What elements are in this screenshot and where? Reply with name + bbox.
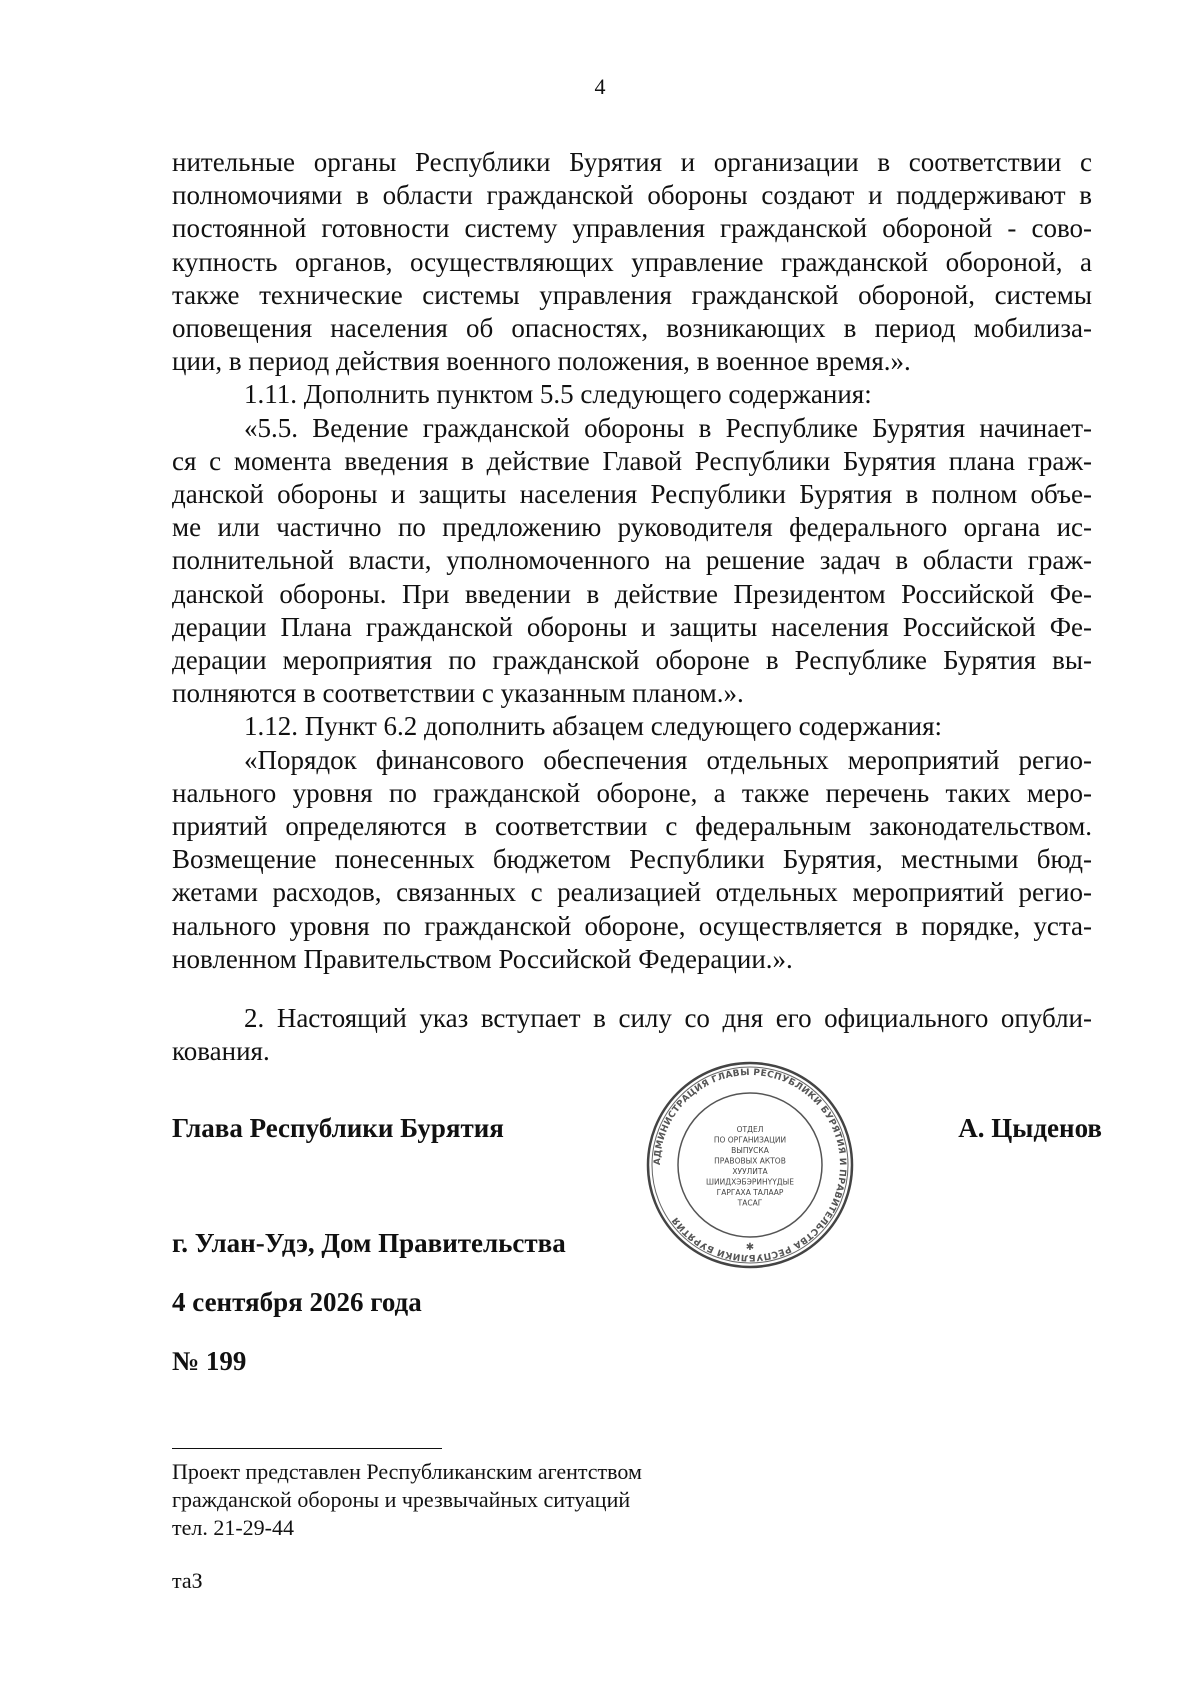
body-line: жетами расходов, связанных с реализацией отдельных мероприятий регио-: [172, 877, 1092, 908]
seal-center-line: ТАСАГ: [737, 1198, 763, 1208]
body-line: кования.: [172, 1036, 270, 1067]
body-line: также технические системы управления гражданской обороной, системы: [172, 279, 1092, 310]
body-line: полняются в соответствии с указанным планом.».: [172, 678, 744, 709]
body-line: ся с момента введения в действие Главой Республики Бурятия плана граж-: [172, 445, 1092, 476]
body-line: оповещения населения об опасностях, возникающих в период мобилиза-: [172, 313, 1092, 343]
seal-center-line: ОТДЕЛ: [736, 1125, 764, 1134]
body-line: Возмещение понесенных бюджетом Республики Бурятия, местными бюд-: [172, 844, 1092, 875]
signer-name: А. Цыденов: [958, 1113, 1102, 1143]
seal-center-line: ПО ОРГАНИЗАЦИИ: [713, 1135, 787, 1145]
body-line: дерации Плана гражданской обороны и защиты населения Российской Фе-: [172, 611, 1092, 642]
seal-center-line: ШИИДХЭБЭРИНҮҮДЫЕ: [705, 1177, 795, 1187]
body-line: полнительной власти, уполномоченного на решение задач в области граж-: [172, 545, 1092, 576]
seal-outer-text: АДМИНИСТРАЦИЯ ГЛАВЫ РЕСПУБЛИКИ БУРЯТИЯ И ПРАВИТЕЛЬСТВА РЕСПУБЛИКИ БУРЯТИЯ: [652, 1067, 848, 1263]
signing-date: 4 сентября 2026 года: [172, 1287, 422, 1317]
body-line: «Порядок финансового обеспечения отдельных мероприятий регио-: [244, 744, 1092, 775]
footer-line: Проект представлен Республиканским агентством: [172, 1459, 642, 1484]
footnote-divider: [172, 1448, 442, 1449]
body-line: ции, в период действия военного положения, в военное время.».: [172, 346, 911, 377]
body-line: ме или частично по предложению руководителя федерального органа ис-: [172, 512, 1092, 543]
page-number: 4: [594, 74, 606, 99]
body-line: дерации мероприятия по гражданской обороне в Республике Бурятия вы-: [172, 645, 1092, 675]
footer-line: гражданской обороны и чрезвычайных ситуаций: [172, 1487, 631, 1512]
body-line: нального уровня по гражданской обороне, а также перечень таких меро-: [172, 777, 1092, 808]
document-code: таЗ: [172, 1568, 203, 1593]
body-line: нального уровня по гражданской обороне, осуществляется в порядке, уста-: [172, 910, 1092, 941]
body-line: 2. Настоящий указ вступает в силу со дня его официального опубли-: [244, 1003, 1092, 1033]
body-line: данской обороны. При введении в действие Президентом Российской Фе-: [172, 578, 1092, 609]
seal-center-line: ХУУЛИТА: [732, 1167, 768, 1176]
seal-center-line: ВЫПУСКА: [731, 1146, 769, 1155]
body-line: нительные органы Республики Бурятия и организации в соответствии с: [172, 147, 1092, 177]
seal-center-line: ГАРГАХА ТАЛААР: [716, 1188, 784, 1197]
body-line: купность органов, осуществляющих управление гражданской обороной, а: [172, 246, 1092, 277]
body-line: приятий определяются в соответствии с федеральным законодательством.: [172, 811, 1092, 841]
decree-number: № 199: [172, 1346, 247, 1376]
body-line: полномочиями в области гражданской обороны создают и поддерживают в: [172, 180, 1092, 211]
seal-center-line: ПРАВОВЫХ АКТОВ: [714, 1156, 786, 1166]
body-line: данской обороны и защиты населения Республики Бурятия в полном объе-: [172, 479, 1092, 509]
signing-place: г. Улан-Удэ, Дом Правительства: [172, 1228, 566, 1258]
body-line: 1.11. Дополнить пунктом 5.5 следующего содержания:: [244, 379, 872, 410]
official-seal: [645, 1060, 855, 1270]
body-line: 1.12. Пункт 6.2 дополнить абзацем следующего содержания:: [244, 711, 943, 742]
footer-line: тел. 21-29-44: [172, 1515, 295, 1540]
body-line: новленном Правительством Российской Федерации.».: [172, 943, 793, 974]
body-line: «5.5. Ведение гражданской обороны в Республике Бурятия начинает-: [244, 412, 1092, 443]
signer-position: Глава Республики Бурятия: [172, 1113, 504, 1143]
seal-star-icon: ✱: [745, 1242, 755, 1253]
body-line: постоянной готовности систему управления гражданской обороной - сово-: [172, 213, 1092, 244]
